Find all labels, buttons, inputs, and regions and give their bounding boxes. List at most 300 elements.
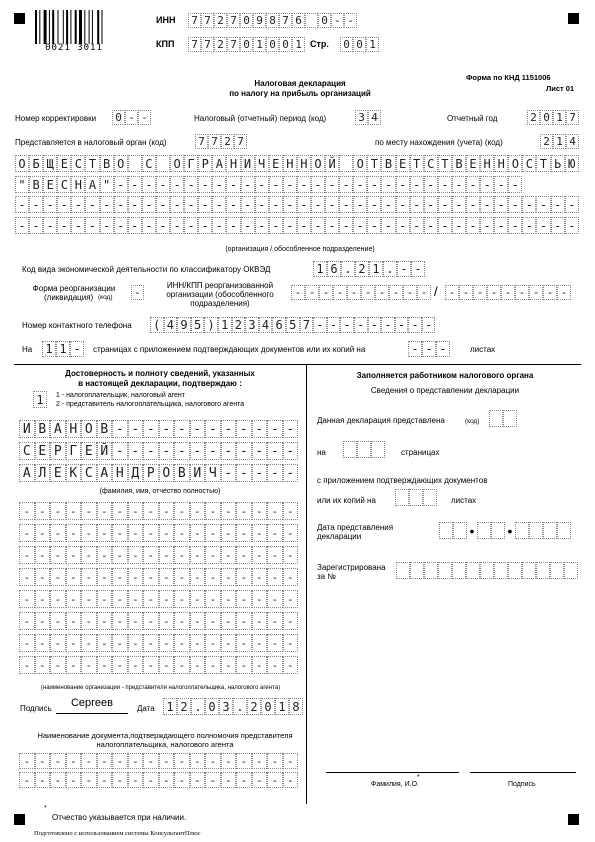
date-dot: • — [507, 522, 513, 539]
received-copies-field[interactable] — [395, 489, 437, 506]
char-cell: - — [283, 634, 299, 652]
char-cell: - — [367, 217, 381, 234]
char-cell: - — [50, 634, 66, 652]
char-cell: - — [396, 176, 410, 193]
signer-option-1: 1 - налогоплательщик, налоговый агент — [56, 392, 185, 399]
char-cell: - — [205, 546, 221, 564]
char-cell — [438, 562, 452, 579]
char-cell: - — [131, 285, 144, 300]
char-cell: Н — [283, 155, 297, 172]
char-cell: . — [341, 261, 355, 277]
char-cell: - — [487, 285, 501, 300]
reorg-form-field[interactable] — [131, 285, 144, 300]
char-cell: - — [205, 420, 221, 438]
tax-office-subtitle: Сведения о представлении декларации — [370, 386, 520, 395]
char-cell: Ь — [551, 155, 565, 172]
footer-text: Подготовлено с использованием системы КонсультантПлюс — [34, 830, 201, 837]
char-cell: - — [170, 176, 184, 193]
char-cell: - — [221, 420, 237, 438]
char-cell: - — [205, 502, 221, 520]
char-cell: - — [536, 196, 550, 213]
char-cell: - — [267, 442, 283, 460]
char-cell: . — [233, 698, 247, 715]
char-cell: - — [170, 196, 184, 213]
char-cell: - — [97, 502, 113, 520]
char-cell: С — [57, 176, 71, 193]
char-cell: - — [397, 261, 411, 277]
char-cell: - — [212, 196, 226, 213]
char-cell: - — [422, 341, 436, 357]
pages-field[interactable] — [42, 341, 84, 357]
char-cell: - — [522, 217, 536, 234]
char-cell: - — [128, 656, 144, 674]
char-cell: - — [267, 524, 283, 542]
char-cell: 4 — [259, 317, 273, 333]
char-cell: - — [325, 217, 339, 234]
period-field[interactable] — [355, 110, 381, 125]
char-cell — [543, 522, 557, 539]
barcode-bar — [44, 10, 47, 44]
received-pages-field[interactable] — [343, 441, 385, 458]
char-cell: - — [221, 524, 237, 542]
char-cell: - — [156, 176, 170, 193]
char-cell: 1 — [275, 698, 289, 715]
reorg-inn-label-3: подразделения) — [190, 299, 250, 308]
char-cell: - — [112, 753, 128, 769]
char-cell: - — [190, 772, 206, 788]
okved-field[interactable] — [313, 261, 425, 277]
char-cell: - — [236, 753, 252, 769]
char-cell: 0 — [340, 37, 353, 52]
char-cell: - — [417, 285, 431, 300]
char-cell: В — [97, 420, 113, 438]
blank-line[interactable] — [19, 568, 298, 586]
char-cell: - — [297, 196, 311, 213]
char-cell: - — [252, 612, 268, 630]
char-cell: - — [128, 634, 144, 652]
char-cell: - — [331, 13, 344, 28]
authority-doc-label-1: Наименование документа,подтверждающего полномочия представителя — [37, 731, 293, 740]
authority-label: Представляется в налоговый орган (код) — [15, 138, 167, 147]
phone-field[interactable] — [150, 317, 435, 333]
char-cell: - — [267, 464, 283, 482]
char-cell: - — [252, 524, 268, 542]
char-cell: - — [340, 317, 354, 333]
char-cell: Т — [438, 155, 452, 172]
char-cell: 2 — [527, 110, 540, 125]
char-cell — [395, 489, 409, 506]
char-cell: И — [19, 420, 35, 438]
char-cell: Е — [43, 176, 57, 193]
signer-name-line[interactable] — [19, 464, 298, 482]
char-cell: - — [143, 772, 159, 788]
char-cell: - — [325, 176, 339, 193]
char-cell: - — [236, 502, 252, 520]
char-cell: - — [241, 217, 255, 234]
sign-date-field[interactable] — [163, 698, 303, 715]
section-divider — [14, 364, 581, 365]
char-cell: 0 — [279, 37, 292, 52]
char-cell: - — [252, 772, 268, 788]
char-cell: - — [112, 612, 128, 630]
char-cell: - — [19, 502, 35, 520]
location-field[interactable] — [540, 134, 579, 149]
char-cell: - — [97, 546, 113, 564]
page-label: Стр. — [310, 39, 329, 49]
char-cell: - — [205, 524, 221, 542]
char-cell: - — [269, 176, 283, 193]
char-cell: - — [112, 656, 128, 674]
char-cell: - — [112, 420, 128, 438]
char-cell: - — [221, 568, 237, 586]
blank-line[interactable] — [19, 634, 298, 652]
char-cell: - — [557, 285, 571, 300]
signer-name-line[interactable] — [19, 420, 298, 438]
char-cell: 6 — [327, 261, 341, 277]
blank-line[interactable] — [19, 590, 298, 608]
correction-label: Номер корректировки — [15, 114, 97, 123]
kpp-field[interactable] — [188, 37, 305, 52]
char-cell: - — [50, 772, 66, 788]
char-cell: С — [19, 442, 35, 460]
okved-label: Код вида экономической деятельности по классификатору ОКВЭД — [22, 265, 271, 274]
char-cell: - — [100, 217, 114, 234]
char-cell — [409, 489, 423, 506]
char-cell: - — [190, 442, 206, 460]
char-cell: - — [333, 285, 347, 300]
char-cell — [439, 522, 453, 539]
char-cell: - — [71, 217, 85, 234]
char-cell: - — [35, 634, 51, 652]
char-cell: - — [70, 341, 84, 357]
presented-code: (код) — [465, 418, 480, 425]
char-cell: - — [205, 612, 221, 630]
char-cell: - — [565, 217, 579, 234]
char-cell: - — [236, 634, 252, 652]
char-cell: 9 — [177, 317, 191, 333]
org-name-line[interactable] — [15, 176, 579, 193]
char-cell: - — [50, 753, 66, 769]
char-cell: - — [252, 634, 268, 652]
char-cell: - — [184, 176, 198, 193]
inn-field[interactable] — [188, 13, 357, 28]
char-cell — [343, 441, 357, 458]
barcode-bar — [66, 10, 68, 44]
char-cell: 0 — [112, 110, 125, 125]
char-cell: 2 — [247, 698, 261, 715]
presented-field[interactable] — [489, 410, 517, 427]
barcode-bar — [84, 10, 85, 44]
char-cell: " — [15, 176, 29, 193]
char-cell: - — [508, 217, 522, 234]
char-cell — [423, 489, 437, 506]
char-cell: - — [424, 217, 438, 234]
signature-field[interactable]: Сергеев — [56, 697, 128, 714]
char-cell: - — [29, 196, 43, 213]
page-field[interactable] — [340, 37, 379, 52]
blank-line[interactable] — [19, 772, 298, 788]
char-cell: 0 — [318, 13, 331, 28]
char-cell: - — [114, 196, 128, 213]
char-cell: - — [159, 442, 175, 460]
char-cell: - — [438, 217, 452, 234]
char-cell: - — [236, 546, 252, 564]
char-cell: 7 — [234, 134, 247, 149]
char-cell: В — [29, 176, 43, 193]
char-cell: - — [66, 634, 82, 652]
blank-line[interactable] — [19, 753, 298, 769]
char-cell: - — [353, 176, 367, 193]
char-cell: - — [267, 612, 283, 630]
char-cell: О — [508, 155, 522, 172]
char-cell: Т — [410, 155, 424, 172]
char-cell — [508, 562, 522, 579]
char-cell: - — [522, 196, 536, 213]
char-cell: - — [143, 634, 159, 652]
char-cell: 8 — [266, 13, 279, 28]
form-knd: Форма по КНД 1151006 — [466, 73, 551, 82]
registration-number-field[interactable] — [396, 562, 578, 579]
char-cell: - — [267, 634, 283, 652]
char-cell: - — [81, 546, 97, 564]
char-cell: - — [212, 217, 226, 234]
char-cell: - — [190, 546, 206, 564]
form-title-1: Налоговая декларация — [254, 79, 346, 88]
received-sheets-label: листах — [451, 496, 477, 505]
location-label: по месту нахождения (учета) (код) — [375, 138, 503, 147]
char-cell: - — [50, 524, 66, 542]
char-cell: А — [85, 176, 99, 193]
char-cell: - — [410, 196, 424, 213]
char-cell: - — [283, 502, 299, 520]
char-cell: - — [508, 176, 522, 193]
pages-text: страницах с приложением подтверждающих документов или их копий на — [93, 345, 366, 354]
char-cell: - — [112, 502, 128, 520]
char-cell: - — [252, 442, 268, 460]
char-cell: - — [452, 196, 466, 213]
blank-line[interactable] — [19, 524, 298, 542]
signer-name-grid[interactable] — [19, 420, 298, 481]
char-cell: - — [66, 546, 82, 564]
char-cell: - — [236, 612, 252, 630]
char-cell: - — [381, 317, 395, 333]
org-name-line[interactable] — [15, 217, 579, 234]
char-cell: - — [494, 196, 508, 213]
tax-office-title: Заполняется работником налогового органа — [356, 371, 534, 380]
char-cell: - — [112, 590, 128, 608]
char-cell: 2 — [214, 37, 227, 52]
char-cell: - — [66, 612, 82, 630]
char-cell — [491, 522, 505, 539]
char-cell: - — [221, 753, 237, 769]
char-cell: 1 — [553, 110, 566, 125]
char-cell: - — [515, 285, 529, 300]
representative-org-grid[interactable] — [19, 502, 298, 678]
char-cell: - — [143, 502, 159, 520]
reorg-form-code: (код) — [98, 294, 113, 301]
char-cell: - — [159, 420, 175, 438]
char-cell: - — [35, 502, 51, 520]
char-cell: - — [43, 217, 57, 234]
char-cell: - — [81, 524, 97, 542]
char-cell: - — [159, 546, 175, 564]
reorg-kpp-field[interactable] — [445, 285, 571, 300]
char-cell: В — [35, 420, 51, 438]
char-cell: 1 — [369, 261, 383, 277]
copies-label: или их копий на — [317, 496, 376, 505]
char-cell: - — [128, 612, 144, 630]
char-cell: Е — [396, 155, 410, 172]
submit-date-field[interactable] — [439, 522, 571, 539]
char-cell: - — [50, 568, 66, 586]
char-cell: О — [311, 155, 325, 172]
char-cell: - — [125, 110, 138, 125]
blank-line[interactable] — [19, 546, 298, 564]
char-cell: - — [29, 217, 43, 234]
char-cell: С — [71, 155, 85, 172]
char-cell: - — [473, 285, 487, 300]
fio-footnote-star: * — [417, 774, 420, 781]
org-name-line[interactable] — [15, 196, 579, 213]
char-cell: 2 — [177, 698, 191, 715]
blank-line[interactable] — [19, 502, 298, 520]
copies-field[interactable] — [408, 341, 450, 357]
char-cell: - — [221, 612, 237, 630]
char-cell: 1 — [253, 37, 266, 52]
char-cell: - — [368, 317, 382, 333]
pages-on-label: На — [22, 345, 33, 354]
char-cell: Е — [35, 442, 51, 460]
signer-type-field[interactable] — [33, 391, 47, 408]
char-cell: - — [19, 753, 35, 769]
char-cell: - — [283, 176, 297, 193]
char-cell — [453, 522, 467, 539]
char-cell: - — [480, 217, 494, 234]
char-cell — [536, 562, 550, 579]
char-cell: - — [19, 634, 35, 652]
char-cell: - — [494, 217, 508, 234]
barcode-bar — [63, 10, 64, 44]
year-label: Отчетный год — [447, 114, 498, 123]
footnote-text: Отчество указывается при наличии. — [52, 813, 187, 822]
char-cell: Ю — [565, 155, 579, 172]
inn-label: ИНН — [156, 15, 176, 25]
reorg-inn-field[interactable] — [291, 285, 431, 300]
char-cell: - — [97, 590, 113, 608]
char-cell: - — [156, 196, 170, 213]
char-cell: - — [353, 217, 367, 234]
char-cell: - — [452, 217, 466, 234]
char-cell: 0 — [240, 13, 253, 28]
fio-line — [326, 772, 459, 773]
char-cell: - — [159, 634, 175, 652]
char-cell: 0 — [540, 110, 553, 125]
authority-field[interactable] — [195, 134, 247, 149]
char-cell: - — [403, 285, 417, 300]
char-cell: - — [174, 568, 190, 586]
char-cell: - — [19, 546, 35, 564]
char-cell: - — [508, 196, 522, 213]
char-cell: 7 — [188, 13, 201, 28]
char-cell: - — [15, 196, 29, 213]
char-cell: - — [81, 634, 97, 652]
char-cell: - — [112, 546, 128, 564]
signer-name-line[interactable] — [19, 442, 298, 460]
form-sheet: Лист 01 — [546, 84, 575, 93]
char-cell: - — [128, 217, 142, 234]
char-cell: - — [226, 217, 240, 234]
char-cell: - — [57, 217, 71, 234]
char-cell: - — [291, 285, 305, 300]
authority-doc-grid[interactable] — [19, 753, 298, 791]
char-cell: И — [190, 464, 206, 482]
char-cell: - — [97, 524, 113, 542]
char-cell: В — [100, 155, 114, 172]
submit-date-label-2: декларации — [317, 532, 362, 541]
char-cell: - — [267, 502, 283, 520]
corner-marker — [568, 814, 579, 825]
char-cell: - — [438, 196, 452, 213]
blank-line[interactable] — [19, 656, 298, 674]
blank-line[interactable] — [19, 612, 298, 630]
char-cell: - — [205, 590, 221, 608]
char-cell: ( — [150, 317, 164, 333]
char-cell — [477, 522, 491, 539]
char-cell: - — [267, 546, 283, 564]
char-cell — [424, 562, 438, 579]
char-cell: - — [536, 217, 550, 234]
date-dot: • — [469, 522, 475, 539]
char-cell: - — [226, 176, 240, 193]
barcode-bar — [58, 10, 59, 44]
char-cell: 0 — [261, 698, 275, 715]
char-cell: - — [241, 196, 255, 213]
char-cell: - — [205, 753, 221, 769]
char-cell: - — [347, 285, 361, 300]
char-cell: 1 — [313, 261, 327, 277]
org-name-line[interactable] — [15, 155, 579, 172]
char-cell: Т — [536, 155, 550, 172]
period-label: Налоговый (отчетный) период (код) — [194, 114, 327, 123]
char-cell: - — [283, 753, 299, 769]
char-cell: - — [19, 524, 35, 542]
char-cell: - — [159, 568, 175, 586]
char-cell: - — [112, 568, 128, 586]
char-cell: - — [252, 656, 268, 674]
char-cell: - — [283, 196, 297, 213]
char-cell: - — [128, 196, 142, 213]
char-cell: - — [112, 634, 128, 652]
char-cell: 1 — [553, 134, 566, 149]
char-cell: - — [97, 656, 113, 674]
char-cell: - — [174, 772, 190, 788]
char-cell: 4 — [566, 134, 579, 149]
char-cell: - — [381, 196, 395, 213]
char-cell: - — [205, 656, 221, 674]
year-field[interactable] — [527, 110, 579, 125]
barcode-bar — [70, 10, 71, 44]
char-cell: - — [81, 772, 97, 788]
char-cell: - — [57, 196, 71, 213]
correction-field[interactable] — [112, 110, 151, 125]
signer-name-caption: (фамилия, имя, отчество полностью) — [99, 488, 221, 495]
char-cell: - — [128, 753, 144, 769]
char-cell: 7 — [208, 134, 221, 149]
char-cell: - — [97, 568, 113, 586]
char-cell: В — [452, 155, 466, 172]
char-cell: - — [112, 442, 128, 460]
org-name-grid[interactable] — [15, 155, 579, 233]
